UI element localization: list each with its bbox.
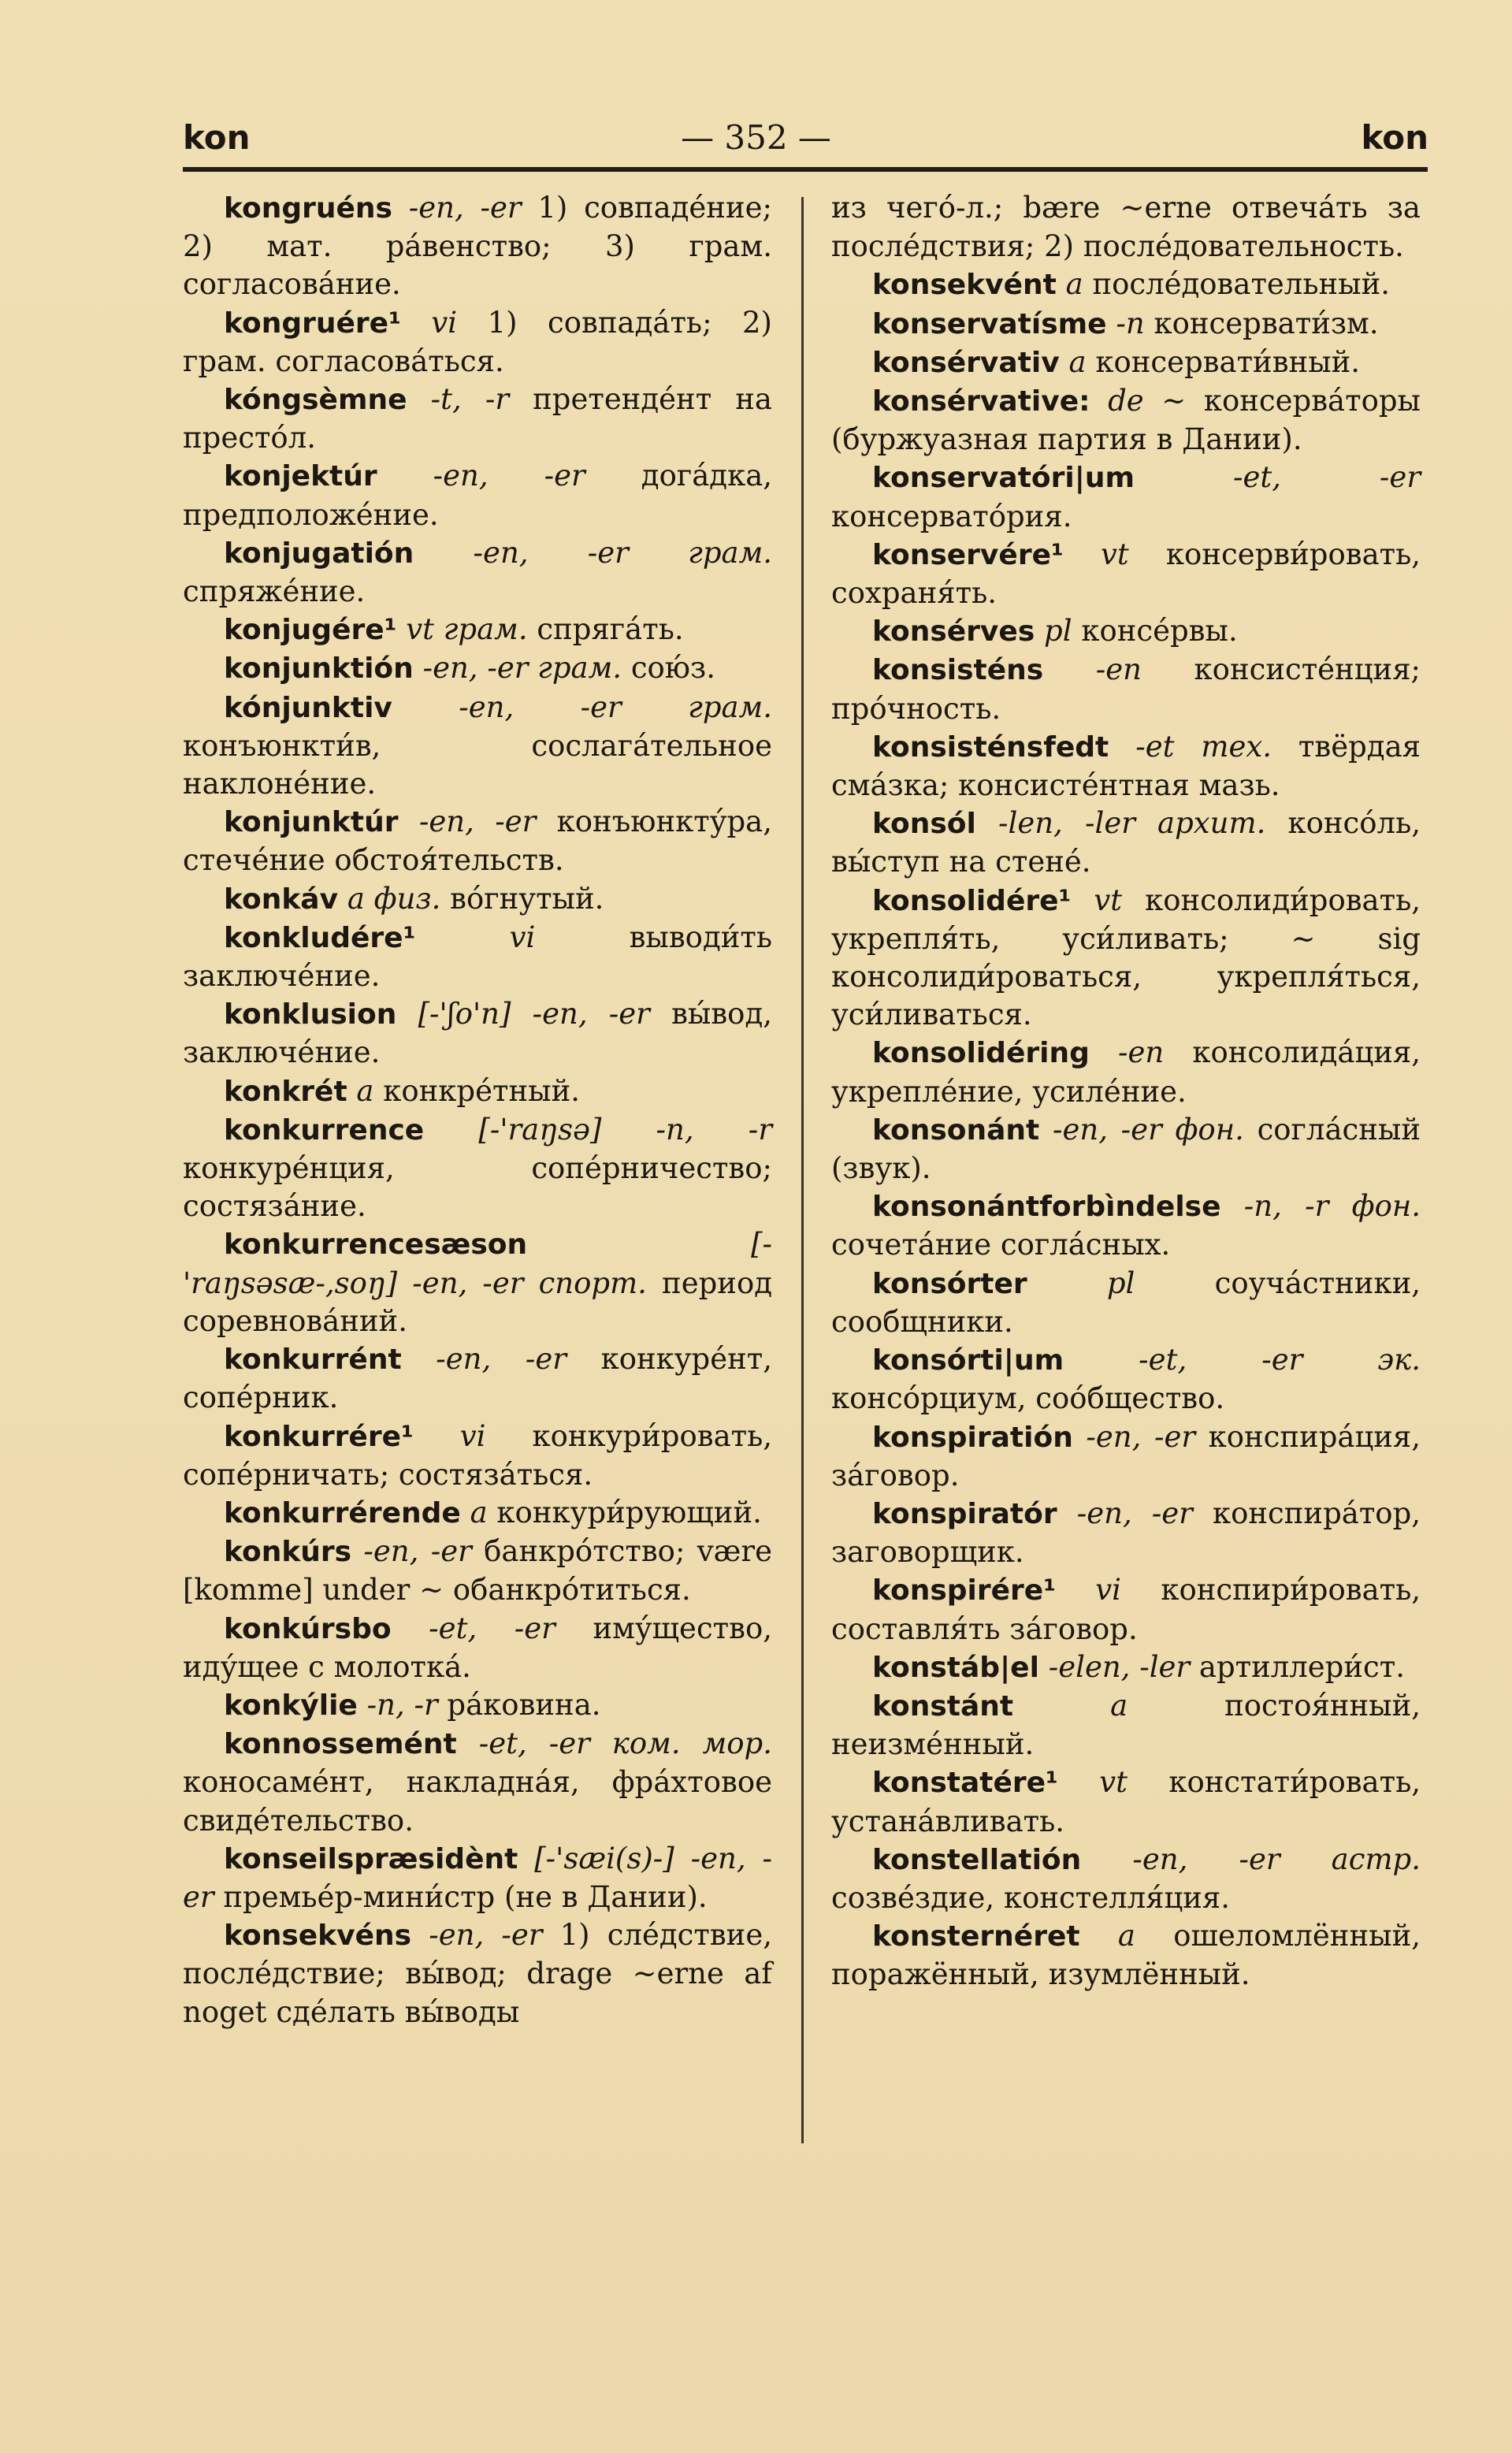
entry-grammar: [-'raŋsəsæ-,soŋ] -en, -er спорт.: [183, 1227, 772, 1300]
dictionary-entry: [183, 649, 772, 688]
dictionary-entry: [831, 651, 1421, 727]
entry-grammar: -et, -er: [1232, 460, 1421, 495]
entry-grammar: -en: [1095, 652, 1142, 687]
entry-translation: конкре́тный.: [383, 1073, 581, 1108]
entry-translation: консо́ль, вы́ступ на стене́.: [831, 806, 1421, 879]
dictionary-entry: [831, 344, 1421, 382]
entry-translation: 1) совпаде́ние; 2) мат. ра́венство; 3) грам. согласова́ние.: [183, 191, 772, 302]
column-divider: [801, 197, 804, 2143]
entry-grammar: a: [1065, 267, 1083, 302]
dictionary-entry: [183, 1725, 772, 1840]
dictionary-entry: [831, 1187, 1421, 1264]
entry-headword: konsisténs: [872, 654, 1044, 687]
entry-headword: konsolidére¹: [872, 884, 1072, 917]
entry-grammar: vi: [431, 305, 458, 340]
dictionary-entry: [183, 1686, 772, 1725]
entry-translation: вы́вод, заключе́ние.: [183, 997, 772, 1070]
dictionary-entry: [831, 536, 1421, 612]
dictionary-entry: [831, 1265, 1421, 1341]
entry-translation: конъюнкту́ра, стече́ние обстоя́тельств.: [183, 805, 773, 878]
entry-headword: konstatére¹: [872, 1767, 1058, 1800]
entry-headword: konsolidéring: [872, 1037, 1090, 1070]
entry-translation: конспира́тор, заговорщик.: [831, 1496, 1421, 1570]
entry-translation: период соревнова́ний.: [183, 1266, 773, 1338]
entry-translation: конкуре́нт, сопе́рник.: [183, 1342, 773, 1415]
dictionary-entry: [183, 995, 772, 1072]
entry-translation: 1) совпада́ть; 2) грам. согласова́ться.: [183, 305, 772, 378]
entry-headword: konseilspræsidènt: [224, 1842, 518, 1875]
entry-headword: konkurrérende: [224, 1496, 461, 1529]
entry-grammar: -et тех.: [1135, 729, 1272, 764]
entry-headword: konsórti|um: [872, 1344, 1064, 1377]
entry-grammar: a: [1068, 344, 1087, 379]
entry-translation: спряга́ть.: [537, 612, 684, 647]
dictionary-entry: [183, 803, 772, 879]
entry-grammar: a физ.: [347, 881, 441, 916]
entry-grammar: vt: [1099, 1765, 1127, 1800]
dictionary-entry: [831, 1764, 1421, 1840]
dictionary-entry: [183, 1111, 772, 1226]
entry-translation: из чего́-л.; bære ~erne отвеча́ть за после́дствия; 2) после́довательность.: [831, 191, 1421, 264]
entry-translation: консолида́ция, укрепле́ние, усиле́ние.: [831, 1035, 1421, 1109]
entry-headword: kongruéns: [224, 192, 392, 225]
entry-translation: спряже́ние.: [183, 574, 366, 609]
entry-headword: konstellatión: [872, 1843, 1082, 1876]
entry-headword: konjugatión: [224, 537, 414, 570]
dictionary-entry: [831, 728, 1421, 805]
entry-translation: сою́з.: [630, 651, 715, 686]
entry-translation: согла́сный (звук).: [831, 1112, 1421, 1186]
entry-grammar: -en, -er: [429, 1918, 543, 1953]
entry-translation: 1) сле́дствие, после́дствие; вы́вод; drage ~erne af noget сде́лать вы́воды: [183, 1918, 772, 2029]
entry-translation: ра́ковина.: [447, 1687, 601, 1722]
entry-translation: консисте́нция; про́чность.: [831, 652, 1421, 726]
dictionary-entry: [183, 689, 772, 804]
right-column: [831, 189, 1421, 1994]
entry-headword: konkurrére¹: [224, 1420, 414, 1453]
entry-translation: претенде́нт на престо́л.: [183, 382, 772, 455]
entry-translation: соуча́стники, сообщники.: [831, 1266, 1421, 1339]
entry-headword: konkludére¹: [224, 921, 416, 954]
entry-grammar: -t, -r: [430, 382, 510, 417]
dictionary-entry: [183, 304, 772, 381]
entry-grammar: -n, -r фон.: [1243, 1189, 1421, 1224]
entry-translation: созве́здие, констелля́ция.: [831, 1880, 1231, 1915]
entry-translation: консе́рвы.: [1081, 614, 1238, 649]
entry-headword: konsternéret: [872, 1920, 1080, 1953]
entry-headword: konkúrs: [224, 1536, 352, 1569]
dictionary-entry: [831, 1495, 1421, 1571]
entry-headword: konkrét: [224, 1075, 347, 1108]
entry-grammar: [-'sæi(s)-] -en, -er: [183, 1841, 772, 1914]
entry-grammar: -et, -er ком. мор.: [478, 1726, 772, 1761]
dictionary-entry: [831, 305, 1421, 344]
entry-headword: konsórter: [872, 1267, 1027, 1300]
entry-grammar: vt грам.: [406, 612, 528, 647]
entry-headword: konjugére¹: [224, 614, 397, 647]
entry-translation: премье́р-мини́стр (не в Дании).: [223, 1879, 708, 1914]
dictionary-entry: [183, 1610, 772, 1686]
entry-grammar: a: [1117, 1919, 1135, 1953]
entry-grammar: -en, -er: [408, 191, 522, 225]
page-header: [0, 0, 1512, 173]
entry-translation: конспири́ровать, составля́ть за́говор.: [831, 1573, 1421, 1646]
dictionary-entry: [831, 1687, 1421, 1764]
entry-translation: консолиди́ровать, укрепля́ть, уси́ливать; ~ sig консолиди́роваться, укрепля́ться, уси́ливаться.: [831, 883, 1421, 1032]
entry-grammar: -en, -er: [418, 805, 537, 839]
entry-headword: konsérvativ: [872, 346, 1060, 379]
entry-translation: конъюнкти́в, сослага́тельное наклоне́ние.: [183, 728, 772, 801]
entry-headword: konkurrence: [224, 1113, 425, 1147]
dictionary-entry: [831, 382, 1421, 459]
entry-translation: после́довательный.: [1092, 267, 1390, 302]
entry-headword: konjunktúr: [224, 806, 399, 839]
entry-translation: иму́щество, иду́щее с молотка́.: [183, 1611, 773, 1684]
entry-headword: konkýlie: [224, 1689, 358, 1722]
entry-headword: konnossemént: [224, 1728, 457, 1761]
entry-grammar: -elen, -ler: [1048, 1649, 1191, 1684]
entry-headword: konsekvéns: [224, 1920, 412, 1953]
entry-grammar: [-'ʃo'n] -en, -er: [418, 997, 650, 1031]
entry-grammar: vi: [509, 920, 536, 954]
entry-translation: постоя́нный, неизме́нный.: [831, 1688, 1421, 1762]
entry-headword: konsérvative:: [872, 385, 1090, 418]
entry-headword: konstáb|el: [872, 1651, 1039, 1684]
header-rule: [183, 167, 1428, 172]
entry-translation: ошеломлённый, поражённый, изумлённый.: [831, 1919, 1421, 1992]
dictionary-entry: [831, 612, 1421, 651]
entry-translation: дога́дка, предположе́ние.: [183, 459, 773, 532]
entry-headword: konservatísme: [872, 307, 1107, 340]
entry-grammar: de ~: [1108, 384, 1187, 418]
entry-headword: konsól: [872, 808, 976, 841]
entry-translation: во́гнутый.: [450, 881, 604, 916]
entry-headword: konsonántforbìndelse: [872, 1191, 1221, 1224]
dictionary-entry: [831, 805, 1421, 881]
entry-grammar: a: [470, 1495, 488, 1529]
dictionary-entry: [831, 1571, 1421, 1648]
entry-grammar: -n: [1116, 306, 1145, 340]
entry-grammar: -et, -er эк.: [1139, 1343, 1421, 1377]
entry-grammar: -en, -er: [436, 1342, 567, 1377]
right-running-headword: kon: [1361, 118, 1428, 157]
entry-translation: выводи́ть заключе́ние.: [183, 920, 773, 994]
entry-grammar: -en, -er: [363, 1534, 472, 1569]
entry-translation: коносаме́нт, накладна́я, фра́хтовое свиде́тельство.: [183, 1765, 772, 1838]
entry-headword: konsekvént: [872, 269, 1057, 302]
dictionary-entry: [183, 1072, 772, 1111]
entry-grammar: vt: [1100, 537, 1129, 571]
dictionary-entry: [183, 1340, 772, 1417]
entry-translation: артиллери́ст.: [1198, 1649, 1405, 1684]
entry-headword: konkáv: [224, 883, 339, 916]
entry-translation: сочета́ние согла́сных.: [831, 1228, 1171, 1262]
dictionary-entry: [183, 1225, 772, 1340]
entry-headword: konservatóri|um: [872, 462, 1135, 495]
dictionary-entry: [831, 189, 1421, 266]
entry-translation: констати́ровать, устана́вливать.: [831, 1765, 1421, 1838]
entry-headword: kongruére¹: [224, 307, 401, 340]
dictionary-entry: [831, 1111, 1421, 1187]
entry-translation: консервато́рия.: [831, 499, 1072, 533]
entry-translation: твёрдая сма́зка; консисте́нтная мазь.: [831, 729, 1421, 803]
entry-grammar: a: [1110, 1688, 1128, 1723]
entry-grammar: -n, -r: [366, 1687, 438, 1722]
entry-grammar: vi: [1095, 1573, 1122, 1607]
entry-grammar: pl: [1106, 1266, 1135, 1300]
entry-grammar: -en, -er грам.: [473, 535, 773, 570]
dictionary-entry: [183, 534, 772, 611]
entry-grammar: -et, -er: [429, 1611, 555, 1645]
entry-translation: конспира́ция, за́говор.: [831, 1419, 1421, 1492]
dictionary-entry: [183, 1916, 772, 2031]
entry-grammar: -en, -er: [433, 459, 585, 493]
entry-grammar: a: [356, 1073, 374, 1108]
entry-grammar: -en, -er грам.: [422, 651, 622, 686]
entry-grammar: vi: [459, 1418, 486, 1453]
entry-headword: konspiratión: [872, 1421, 1073, 1454]
dictionary-entry: [183, 189, 772, 304]
entry-headword: konspiratór: [872, 1497, 1057, 1530]
entry-translation: банкро́тство; være [komme] under ~ обанкро́титься.: [183, 1534, 772, 1607]
dictionary-entry: [831, 1648, 1421, 1687]
entry-grammar: -en, -er грам.: [459, 689, 772, 724]
dictionary-entry: [183, 1418, 772, 1494]
entry-headword: konsisténsfedt: [872, 730, 1109, 764]
entry-headword: konspirére¹: [872, 1574, 1056, 1607]
entry-translation: консо́рциум, соо́бщество.: [831, 1381, 1225, 1416]
entry-headword: konjektúr: [224, 460, 377, 493]
dictionary-entry: [831, 266, 1421, 304]
entry-grammar: -en, -er: [1086, 1419, 1196, 1454]
dictionary-entry: [831, 1341, 1421, 1418]
entry-translation: консерва́торы (буржуазная партия в Дании).: [831, 384, 1421, 457]
entry-translation: консервати́зм.: [1154, 306, 1379, 340]
entry-headword: konsonánt: [872, 1113, 1040, 1147]
dictionary-entry: [183, 1494, 772, 1533]
entry-grammar: -en, -er: [1076, 1496, 1193, 1530]
entry-translation: консерви́ровать, сохраня́ть.: [831, 537, 1421, 611]
entry-grammar: -en: [1118, 1035, 1165, 1070]
entry-headword: kóngsèmne: [224, 384, 407, 417]
dictionary-entry: [831, 882, 1421, 1035]
entry-headword: konklusion: [224, 998, 397, 1031]
left-column: [183, 189, 772, 2031]
left-running-headword: kon: [183, 118, 251, 157]
dictionary-entry: [183, 880, 772, 919]
entry-translation: конкуре́нция, сопе́рничество; состяза́ние.: [183, 1151, 772, 1224]
entry-headword: kónjunktiv: [224, 691, 392, 724]
dictionary-entry: [183, 1533, 772, 1609]
entry-headword: konsérves: [872, 615, 1035, 649]
entry-grammar: [-'raŋsə] -n, -r: [478, 1112, 773, 1147]
dictionary-entry: [831, 1841, 1421, 1917]
entry-translation: конкури́ровать, сопе́рничать; состяза́ться.: [183, 1418, 772, 1492]
entry-translation: конкури́рующий.: [496, 1495, 762, 1529]
dictionary-entry: [183, 381, 772, 457]
dictionary-entry: [183, 1840, 772, 1916]
page-number: — 352 —: [681, 118, 831, 157]
entry-translation: консервати́вный.: [1095, 344, 1361, 379]
entry-grammar: -en, -er фон.: [1052, 1112, 1244, 1147]
entry-headword: konkúrsbo: [224, 1612, 392, 1645]
entry-headword: konkurrencesæson: [224, 1228, 528, 1262]
entry-headword: konkurrént: [224, 1344, 402, 1377]
dictionary-entry: [831, 1917, 1421, 1994]
entry-grammar: -len, -ler архит.: [998, 806, 1266, 841]
entry-headword: konstánt: [872, 1689, 1014, 1723]
dictionary-entry: [183, 611, 772, 649]
dictionary-entry: [831, 1418, 1421, 1495]
entry-headword: konservére¹: [872, 538, 1064, 571]
dictionary-entry: [831, 459, 1421, 535]
entry-grammar: -en, -er астр.: [1132, 1842, 1421, 1876]
dictionary-entry: [183, 457, 772, 533]
dictionary-entry: [183, 919, 772, 995]
entry-grammar: pl: [1044, 614, 1072, 649]
entry-grammar: vt: [1094, 883, 1123, 917]
entry-headword: konjunktión: [224, 652, 414, 686]
dictionary-entry: [831, 1034, 1421, 1110]
